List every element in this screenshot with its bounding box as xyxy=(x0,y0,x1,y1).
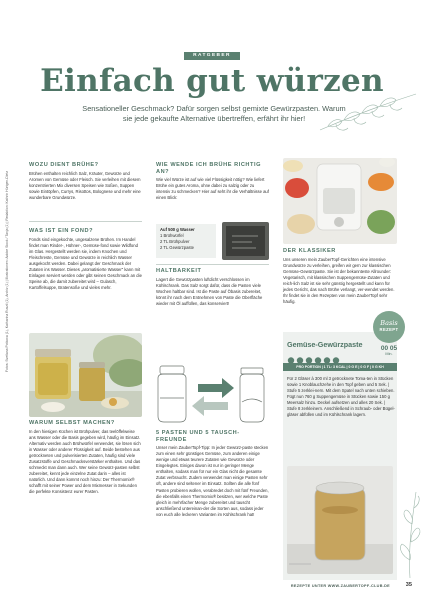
section-text: Lagert die Gewürzpasten luftdicht verschlossen im Kühlschrank. Das Salz sorgt dafür, dass die Pasten viele Wochen haltbar sind. Ist die Paste auf Öbasis zubereitet, könnt ihr nach dem Entnehmen von Paste die Oberfläche wieder mit Öl auffüllen, das konserviert! xyxy=(156,276,263,306)
gemuese-paste-jar-photo xyxy=(287,466,393,574)
section-heading: WARUM SELBST MACHEN? xyxy=(29,420,115,426)
time-unit: Min. xyxy=(385,352,393,356)
section-text: Uns unseren mein ZauberTopf-Gerichten eine intensive Grundwürze zu verleihen, greifen wir gern zur klassischen Gemüse-Gewürzpaste. Sie ist der bekannteste Allrounder: Vegetarisch, mit klassischen Suppengemüse-Zutaten und reich-lich Salz ist sie sehr günstig hergestellt und kann für jedes Gericht, das nach Brühe verlangt, ver-wendet werden. Ihr findet sie in den Rezepten von mein ZauberTopf sehr häufig. xyxy=(283,256,395,304)
section-text: Brühen enthalten reichlich Salz, Kräuter, Gewürze und Aromen von Gemüse oder Fleisch. Sie verleihen mit diesem konzentrierten Mix diversen Speisen wie Soßen, Suppen sowie Eintöpfen, Currys, Risottos, Bolognese und mehr eine wunderbare Grundwürze. xyxy=(29,170,141,200)
ratio-line: 2 TL Gewürzpaste xyxy=(160,245,194,251)
section-heading: WAS IST EIN FOND? xyxy=(29,228,94,234)
recipe-instructions: Für 2 Gläser à 300 ml 3 getrocknete Toma-ten in Stücken sowie 1 Knoblauchzehe in den Topf geben und 5 Sek. | Stufe 5 zerklei-nern. Mit dem Spatel nach unten schieben. Fügt nun 760 g Suppengemüse in Stücken sowie 150 g Meersalz hinzu. Deckel aufsetzen und alles 20 Sek. | Stufe 8 zerkleinern. Anschließend in Schraub- oder Bügel-gläser abfüllen und im Kühlschrank lagern. xyxy=(287,376,395,418)
page-title: Einfach gut würzen xyxy=(40,63,384,99)
nutrition-bar: PRO PORTION | 1 TL: 3 KCAL | 0 G E | 0 G F | 0 G KH xyxy=(283,363,397,371)
ratio-line: 1 Brühwürfel xyxy=(160,233,184,239)
ratgeber-tag: RATGEBER xyxy=(184,52,240,60)
jar-swap-illustration xyxy=(156,358,269,428)
divider xyxy=(156,264,269,265)
recipe-icons-row xyxy=(287,352,365,361)
col2-section-apply xyxy=(156,162,269,201)
ratio-line: 2 TL Brühpulver xyxy=(160,239,190,245)
col1-section-why xyxy=(29,420,142,495)
section-heading: WIE WENDE ICH BRÜHE RICHTIG AN? xyxy=(156,162,261,175)
intro-text: Sensationeller Geschmack? Dafür sorgen selbst gemixte Gewürzpasten. Warum sie jede gekaufte Alternative übertreffen, erfährt ihr hier! xyxy=(82,104,346,124)
col3-section-classic xyxy=(283,248,397,305)
col2-section-swap xyxy=(156,430,269,518)
ratio-heading: Auf 500 g Wasser xyxy=(160,227,195,232)
section-text: In den hiesigen Küchen ist Brühpulver, das teelöffelweise ans Wasser oder die Basis gegeben wird, häufig im Einsatz. Alternativ werden auch Brühwürfel verwendet, sie lösen sich in Wasser oder anderer Flüssigkeit auf. Beide bestehen aus getrockneten und pulverisierten Zutaten, häufig sind viele Zusatzstoffe und Geschmacksverstärker enthalten. Und das schmeckt man dann auch. Wer seine Gewürz-pasten selbst zubereitet, kennt jede einzelne Zutat darin – alles ist natürlich. Und dann kommt noch hinzu: Der Thermomix® schafft mit seiner Power und dem Mixmesser in Sekunden die perfekte Konsistenz eurer Pasten. xyxy=(29,428,141,495)
chalkboard-photo xyxy=(222,222,269,260)
footer-url[interactable]: REZEPTE UNTER WWW.ZAUBERTOPF-CLUB.DE xyxy=(290,584,390,588)
herb-illustration-top xyxy=(318,90,418,132)
col2-section-shelflife xyxy=(156,268,269,307)
divider xyxy=(29,221,142,222)
thermomix-ingredients-photo xyxy=(283,158,397,244)
ratio-box xyxy=(156,224,216,258)
section-heading: WOZU DIENT BRÜHE? xyxy=(29,162,99,168)
spice-paste-jars-photo xyxy=(29,333,142,417)
section-heading: HALTBARKEIT xyxy=(156,268,202,274)
section-text: Wie viel Würze ist auf wie viel Flüssigkeit nötig? Wie liefert Brühe ein gutes Aroma, ohne dabei zu salzig oder zu intensiv zu schmecken? Hier auf seht ihr die Verhältnisse auf einen Blick: xyxy=(156,177,269,201)
section-text: Unser mein ZauberTopf-Tipp: In jeder Gewürz-paste stecken zum einen sehr günstiges Gemüse, zum anderen einige wenige und etwas teurere Zutaten wie Gewürze oder Eingelegtes. Einiges davon ist nur in geringer Menge enthalten, sodass man für nur ein Glas nicht die gesamte Zutat verbraucht. Zudem verwendet man einige Pasten sehr oft, andere sind seltener im Einsatz. Sollten die alle fünf Pasten probieren wollen, verabredet doch mit fünf Freunden, die ebenfalls einen Thermomix® besitzen, wer welche Paste gleich in mehrfacher Menge zubereitet und tauscht anschließend untereinan-der die Sorten aus, sodass jeder von euch alle leckeren Varianten im Kühlschrank hat! xyxy=(156,445,269,517)
basis-rezept-badge xyxy=(373,311,405,343)
page-number: 35 xyxy=(405,582,412,588)
herb-illustration-bottom xyxy=(396,490,422,580)
recipe-title: Gemüse-Gewürzpaste xyxy=(287,340,363,349)
time-value: 00 05 xyxy=(380,345,398,352)
col1-section-fond xyxy=(29,228,142,291)
section-heading: 5 PASTEN UND 5 TAUSCH-FREUNDE xyxy=(156,430,240,443)
section-heading: DER KLASSIKER xyxy=(283,248,336,254)
badge-bottom-text: REZEPT xyxy=(379,327,399,332)
photo-credit: Fotos: Svetlana Potkova (1), Katharina Ruszil (1), Archiv (1) | Illustrationen: Adobe Stock / Tanja (1) | Redaktion: Kathrin Hürtgen-Dietz xyxy=(5,170,9,372)
recipe-time xyxy=(378,345,400,357)
section-text: Fonds sind eingekochte, ungesalzene Brühen. Im Handel findet man Rinder-, Hühner-, Gemüse-fond sowie Wildfond im Glas. Hergestellt werden sie, indem Knochen und Fleischreste, Gemüse und Gewürze in reichlich Wasser ausgekocht werden. Dabei gelangt der Geschmack der Zutaten ins Wasser. Dieses „aromatisierte Wasser“ kann mit Einlagen serviert werden oder gibt seinen Geschmack an die Speise ab, die damit zubereitet wird – Gulasch, Kartoffelsuppe, Bratensoße und vieles mehr. xyxy=(29,236,142,290)
badge-top-text: Basis xyxy=(380,319,398,327)
col1-section-broth xyxy=(29,162,142,201)
